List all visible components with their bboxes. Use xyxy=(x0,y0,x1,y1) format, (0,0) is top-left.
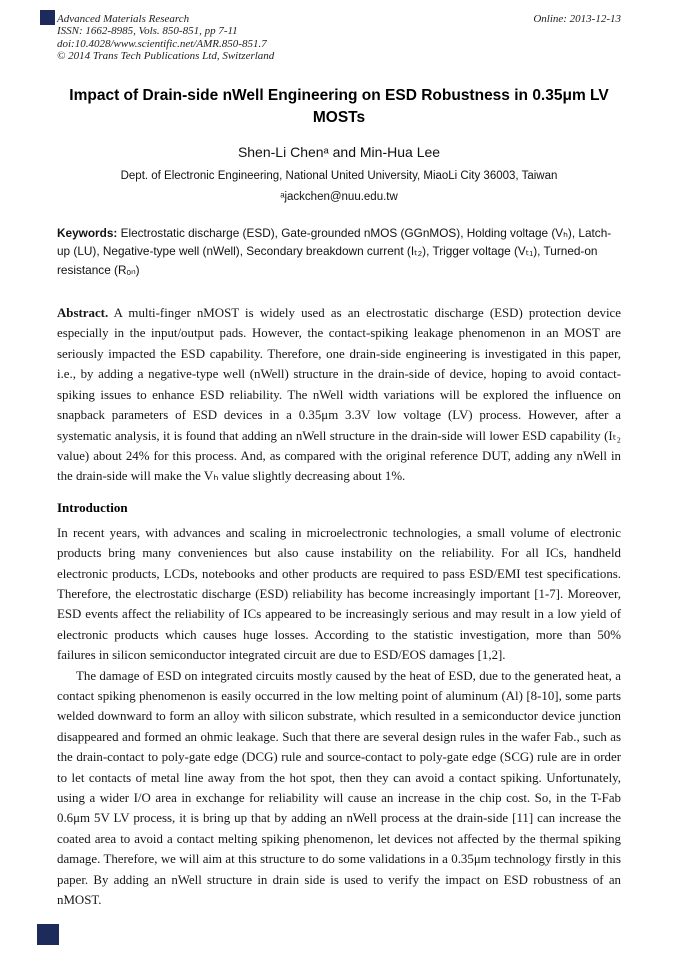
authors: Shen-Li Chenᵃ and Min-Hua Lee xyxy=(237,144,441,161)
affiliation: Dept. of Electronic Engineering, National United University, MiaoLi City 36003, Taiwan xyxy=(120,170,558,183)
corner-mark-top xyxy=(40,10,55,25)
abstract-block xyxy=(57,303,621,487)
keywords-text: Electrostatic discharge (ESD), Gate-grounded nMOS (GGnMOS), Holding voltage (Vₕ), Latch-up (LU), Negative-type well (nWell), Secondary breakdown current (Iₜ₂), Trigger voltage (Vₜ₁), Turned-on resistance (Rₒₙ) xyxy=(57,226,612,277)
issn-line: ISSN: 1662-8985, Vols. 850-851, pp 7-11 xyxy=(57,25,238,38)
journal-title: Advanced Materials Research xyxy=(57,13,190,25)
abstract-text: A multi-finger nMOST is widely used as an electrostatic discharge (ESD) protection device especially in the input/output pads. However, the contact-spiking leakage phenomenon in an MOST are seriously impacted the ESD capability. Therefore, one drain-side engineering is investigated in this paper, i.e., by adding a negative-type well (nWell) structure in the drain-side of device, hoping to avoid contact-spiking issues to enhance ESD reliability. The nWell width variations will be explored the influence on snapback parameters of ESD devices in a 0.35μm 3.3V low voltage (LV) process. However, after a systematic analysis, it is found that adding an nWell structure in the drain-side will lower ESD capability (Iₜ₂ value) about 24% for this process. And, as compared with the original reference DUT, adding any nWell in the drain-side will make the Vₕ value slightly decreasing about 1%. xyxy=(57,306,621,484)
paper-title: Impact of Drain-side nWell Engineering on ESD Robustness in 0.35μm LV MOSTs xyxy=(69,87,609,127)
intro-paragraph-2: The damage of ESD on integrated circuits mostly caused by the heat of ESD, due to the generated heat, a contact spiking phenomenon is easily occurred in the low melting point of aluminum (Al) [8-10], some parts welded downward to form an alloy with silicon substrate, which resulted in a semiconductor device junction disappeared and formed an ohmic leakage. Such that there are several design rules in the wafer Fab., such as the drain-contact to poly-gate edge (DCG) rule and source-contact to poly-gate edge (SCG) rule are in order to let contacts of metal line away from the hot spot, then they can avoid a contact spiking. Unfortunately, using a wider I/O area in exchange for reliability will cause an increase in the chip cost. So, in the T-Fab 0.6μm 5V LV process, it is bring up that by adding an nWell process at the drain-side [11] can increase the coated area to avoid a contact melting spiking phenomenon, let devices not affected by the thermal spiking damage. Therefore, we will aim at this structure to do some validations in a 0.35μm technology firstly in this paper. By adding an nWell structure in drain side is used to verify the impact on ESD robustness of an nMOST. xyxy=(57,668,621,908)
abstract-label: Abstract. xyxy=(57,306,109,321)
journal-header xyxy=(57,13,621,62)
copyright-line: © 2014 Trans Tech Publications Ltd, Switzerland xyxy=(57,49,275,62)
online-date: Online: 2013-12-13 xyxy=(533,13,621,25)
keywords-block xyxy=(57,224,621,279)
section-heading-introduction: Introduction xyxy=(57,499,128,515)
intro-paragraph-1: In recent years, with advances and scaling in microelectronic technologies, a small volume of electronic products bring many conveniences but also cause instability on the reliability. For all ICs, handheld electronic products, LCDs, notebooks and other products are required to pass ESD/EMI test specifications. Therefore, the electrostatic discharge (ESD) reliability has become increasingly important [1-7]. Moreover, ESD events affect the reliability of ICs appeared to be increasingly serious and may result in a low yield of electronic products which causes huge losses. According to the statistic investigation, more than 50% failures in silicon semiconductor integrated circuit are due to ESD/EOS damages [1,2]. xyxy=(57,525,621,663)
email-address: ᵃjackchen@nuu.edu.tw xyxy=(280,191,398,204)
journal-header-left xyxy=(57,13,274,62)
doi-line: doi:10.4028/www.scientific.net/AMR.850-851.7 xyxy=(57,37,267,50)
keywords-label: Keywords: xyxy=(57,226,118,241)
corner-mark-bottom xyxy=(37,924,59,945)
